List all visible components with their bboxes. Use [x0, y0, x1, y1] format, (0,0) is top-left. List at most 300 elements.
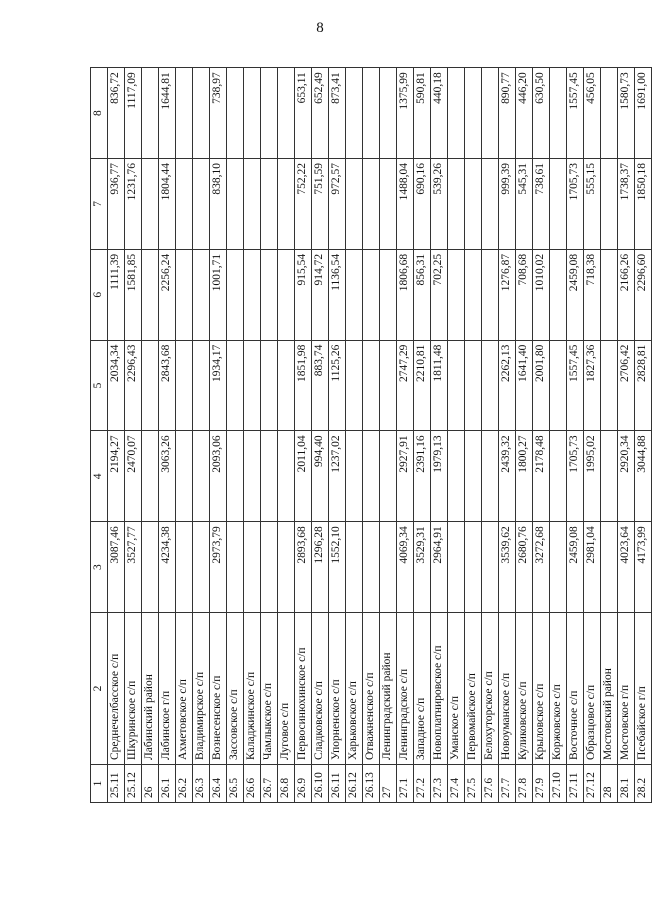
- value-cell: [227, 249, 244, 340]
- row-code: 27: [380, 765, 397, 803]
- table-row: [567, 68, 584, 803]
- value-cell: 1117,09: [125, 68, 142, 159]
- value-cell: 1979,13: [431, 431, 448, 522]
- value-cell: [601, 159, 618, 250]
- value-cell: 1691,00: [635, 68, 652, 159]
- table-row: [448, 68, 465, 803]
- value-cell: [261, 522, 278, 613]
- value-cell: 1705,73: [567, 431, 584, 522]
- value-cell: [346, 249, 363, 340]
- row-name: Харьковское с/п: [346, 613, 363, 765]
- value-cell: 2166,26: [618, 249, 635, 340]
- value-cell: 1375,99: [397, 68, 414, 159]
- value-cell: 1136,54: [329, 249, 346, 340]
- table-row: [516, 68, 533, 803]
- value-cell: [550, 68, 567, 159]
- value-cell: 2194,27: [108, 431, 125, 522]
- table-row: [278, 68, 295, 803]
- value-cell: [601, 68, 618, 159]
- value-cell: 1827,36: [584, 340, 601, 431]
- value-cell: 1850,18: [635, 159, 652, 250]
- value-cell: [278, 249, 295, 340]
- value-cell: 1705,73: [567, 159, 584, 250]
- table-row: [550, 68, 567, 803]
- value-cell: 2927,91: [397, 431, 414, 522]
- value-cell: 3044,88: [635, 431, 652, 522]
- value-cell: 1811,48: [431, 340, 448, 431]
- value-cell: [176, 159, 193, 250]
- value-cell: 738,61: [533, 159, 550, 250]
- table-row: [329, 68, 346, 803]
- row-name: Владимирское с/п: [193, 613, 210, 765]
- value-cell: [244, 68, 261, 159]
- value-cell: 994,40: [312, 431, 329, 522]
- row-code: 26.12: [346, 765, 363, 803]
- value-cell: [227, 431, 244, 522]
- value-cell: [380, 159, 397, 250]
- value-cell: 2210,81: [414, 340, 431, 431]
- value-cell: [465, 249, 482, 340]
- value-cell: [278, 340, 295, 431]
- value-cell: 972,57: [329, 159, 346, 250]
- row-name: Мостовское г/п: [618, 613, 635, 765]
- value-cell: [278, 522, 295, 613]
- value-cell: 1231,76: [125, 159, 142, 250]
- value-cell: 2981,04: [584, 522, 601, 613]
- value-cell: 3539,62: [499, 522, 516, 613]
- value-cell: [550, 159, 567, 250]
- row-code: 25.11: [108, 765, 125, 803]
- value-cell: 2001,80: [533, 340, 550, 431]
- row-code: 27.8: [516, 765, 533, 803]
- table-row: [261, 68, 278, 803]
- row-code: 28.1: [618, 765, 635, 803]
- row-code: 27.11: [567, 765, 584, 803]
- row-name: Восточное с/п: [567, 613, 584, 765]
- row-name: Образцовое с/п: [584, 613, 601, 765]
- value-cell: [244, 522, 261, 613]
- value-cell: 856,31: [414, 249, 431, 340]
- row-name: Крыловское с/п: [533, 613, 550, 765]
- value-cell: 751,59: [312, 159, 329, 250]
- value-cell: 2459,08: [567, 522, 584, 613]
- value-cell: 690,16: [414, 159, 431, 250]
- value-cell: 915,54: [295, 249, 312, 340]
- value-cell: [448, 249, 465, 340]
- value-cell: [482, 68, 499, 159]
- value-cell: [261, 159, 278, 250]
- row-code: 26.5: [227, 765, 244, 803]
- value-cell: 2093,06: [210, 431, 227, 522]
- row-name: Белохуторское с/п: [482, 613, 499, 765]
- row-name: Ленинградское с/п: [397, 613, 414, 765]
- table-row: [312, 68, 329, 803]
- value-cell: 1488,04: [397, 159, 414, 250]
- value-cell: 3527,77: [125, 522, 142, 613]
- value-cell: 652,49: [312, 68, 329, 159]
- row-name: Упорненское с/п: [329, 613, 346, 765]
- value-cell: [465, 431, 482, 522]
- row-code: 26.2: [176, 765, 193, 803]
- value-cell: 2973,79: [210, 522, 227, 613]
- row-code: 25.12: [125, 765, 142, 803]
- value-cell: [363, 68, 380, 159]
- row-code: 26.10: [312, 765, 329, 803]
- table-row: [176, 68, 193, 803]
- value-cell: [465, 522, 482, 613]
- value-cell: 1237,02: [329, 431, 346, 522]
- table-row: [125, 68, 142, 803]
- value-cell: 1581,85: [125, 249, 142, 340]
- value-cell: 2262,13: [499, 340, 516, 431]
- table-row: [635, 68, 652, 803]
- value-cell: [482, 159, 499, 250]
- value-cell: [363, 431, 380, 522]
- value-cell: [142, 522, 159, 613]
- table-row: [601, 68, 618, 803]
- value-cell: [482, 522, 499, 613]
- value-cell: [465, 68, 482, 159]
- value-cell: [193, 340, 210, 431]
- row-code: 26.11: [329, 765, 346, 803]
- table-row: [533, 68, 550, 803]
- value-cell: 1738,37: [618, 159, 635, 250]
- value-cell: 738,97: [210, 68, 227, 159]
- row-code: 27.2: [414, 765, 431, 803]
- table-row: [431, 68, 448, 803]
- value-cell: 1296,28: [312, 522, 329, 613]
- value-cell: 545,31: [516, 159, 533, 250]
- header-cell-5: 5: [91, 340, 108, 431]
- value-cell: [176, 249, 193, 340]
- value-cell: [482, 431, 499, 522]
- value-cell: 4173,99: [635, 522, 652, 613]
- row-code: 27.9: [533, 765, 550, 803]
- value-cell: 2391,16: [414, 431, 431, 522]
- row-code: 27.6: [482, 765, 499, 803]
- value-cell: 1557,45: [567, 340, 584, 431]
- value-cell: [550, 431, 567, 522]
- value-cell: 2843,68: [159, 340, 176, 431]
- row-name: Отважненское с/п: [363, 613, 380, 765]
- value-cell: 2747,29: [397, 340, 414, 431]
- row-code: 27.5: [465, 765, 482, 803]
- value-cell: [363, 522, 380, 613]
- value-cell: 456,05: [584, 68, 601, 159]
- value-cell: 2011,04: [295, 431, 312, 522]
- value-cell: [363, 159, 380, 250]
- value-cell: 836,72: [108, 68, 125, 159]
- value-cell: 1001,71: [210, 249, 227, 340]
- row-name: Чамлыкское с/п: [261, 613, 278, 765]
- rotated-table-container: [90, 68, 649, 803]
- table-row: [142, 68, 159, 803]
- value-cell: 1111,39: [108, 249, 125, 340]
- row-name: Куликовское с/п: [516, 613, 533, 765]
- value-cell: [193, 431, 210, 522]
- value-cell: [193, 68, 210, 159]
- row-name: Ленинградский район: [380, 613, 397, 765]
- value-cell: [142, 340, 159, 431]
- table-row: [210, 68, 227, 803]
- value-cell: 914,72: [312, 249, 329, 340]
- value-cell: 2296,43: [125, 340, 142, 431]
- value-cell: 1557,45: [567, 68, 584, 159]
- value-cell: 1276,87: [499, 249, 516, 340]
- header-cell-2: 2: [91, 613, 108, 765]
- row-name: Зассовское с/п: [227, 613, 244, 765]
- value-cell: [244, 431, 261, 522]
- row-code: 26.3: [193, 765, 210, 803]
- value-cell: [346, 522, 363, 613]
- value-cell: [261, 249, 278, 340]
- row-code: 26.8: [278, 765, 295, 803]
- value-cell: [465, 340, 482, 431]
- value-cell: [261, 340, 278, 431]
- value-cell: 1934,17: [210, 340, 227, 431]
- value-cell: 2964,91: [431, 522, 448, 613]
- value-cell: 2920,34: [618, 431, 635, 522]
- table-row: [193, 68, 210, 803]
- value-cell: [176, 522, 193, 613]
- value-cell: 4069,34: [397, 522, 414, 613]
- value-cell: [278, 431, 295, 522]
- table-row: [363, 68, 380, 803]
- value-cell: [346, 431, 363, 522]
- row-code: 26.4: [210, 765, 227, 803]
- row-code: 27.1: [397, 765, 414, 803]
- value-cell: [227, 68, 244, 159]
- value-cell: [601, 249, 618, 340]
- value-cell: [601, 431, 618, 522]
- value-cell: [346, 159, 363, 250]
- table-row: [159, 68, 176, 803]
- value-cell: 718,38: [584, 249, 601, 340]
- value-cell: [227, 159, 244, 250]
- row-name: Шкуринское с/п: [125, 613, 142, 765]
- value-cell: 1010,02: [533, 249, 550, 340]
- row-code: 26: [142, 765, 159, 803]
- value-cell: [380, 249, 397, 340]
- row-name: Среднечелбасское с/п: [108, 613, 125, 765]
- value-cell: [380, 340, 397, 431]
- row-name: Первосинюхинское с/п: [295, 613, 312, 765]
- value-cell: [363, 249, 380, 340]
- row-code: 26.9: [295, 765, 312, 803]
- value-cell: 1995,02: [584, 431, 601, 522]
- value-cell: 2256,24: [159, 249, 176, 340]
- value-cell: [142, 159, 159, 250]
- value-cell: [448, 159, 465, 250]
- value-cell: 708,68: [516, 249, 533, 340]
- value-cell: 2296,60: [635, 249, 652, 340]
- header-cell-3: 3: [91, 522, 108, 613]
- value-cell: 1644,81: [159, 68, 176, 159]
- value-cell: 2034,34: [108, 340, 125, 431]
- row-code: 28: [601, 765, 618, 803]
- row-name: Лабинский район: [142, 613, 159, 765]
- table-row: [227, 68, 244, 803]
- value-cell: [142, 249, 159, 340]
- value-cell: 2439,32: [499, 431, 516, 522]
- value-cell: [261, 68, 278, 159]
- row-code: 27.4: [448, 765, 465, 803]
- header-cell-7: 7: [91, 159, 108, 250]
- value-cell: 555,15: [584, 159, 601, 250]
- value-cell: [448, 431, 465, 522]
- value-cell: [550, 340, 567, 431]
- row-code: 27.10: [550, 765, 567, 803]
- row-name: Мостовский район: [601, 613, 618, 765]
- row-name: Вознесенское с/п: [210, 613, 227, 765]
- table-row: [346, 68, 363, 803]
- value-cell: 1641,40: [516, 340, 533, 431]
- value-cell: [448, 340, 465, 431]
- value-cell: 936,77: [108, 159, 125, 250]
- row-code: 26.1: [159, 765, 176, 803]
- value-cell: [346, 68, 363, 159]
- row-name: Лабинское г/п: [159, 613, 176, 765]
- value-cell: 890,77: [499, 68, 516, 159]
- value-cell: [363, 340, 380, 431]
- table-row: [499, 68, 516, 803]
- row-name: Новоуманское с/п: [499, 613, 516, 765]
- value-cell: 1125,26: [329, 340, 346, 431]
- value-cell: 3087,46: [108, 522, 125, 613]
- value-cell: 1851,98: [295, 340, 312, 431]
- row-name: Коржовское с/п: [550, 613, 567, 765]
- page-number: 8: [316, 20, 324, 36]
- row-name: Сладковское с/п: [312, 613, 329, 765]
- value-cell: 1806,68: [397, 249, 414, 340]
- table-row: [584, 68, 601, 803]
- table-row: [397, 68, 414, 803]
- value-cell: [244, 340, 261, 431]
- value-cell: [193, 159, 210, 250]
- value-cell: 2459,08: [567, 249, 584, 340]
- row-name: Западное с/п: [414, 613, 431, 765]
- value-cell: [244, 159, 261, 250]
- value-cell: [176, 431, 193, 522]
- value-cell: 539,26: [431, 159, 448, 250]
- table-row: [108, 68, 125, 803]
- value-cell: [550, 522, 567, 613]
- table-row: [244, 68, 261, 803]
- row-name: Уманское с/п: [448, 613, 465, 765]
- value-cell: 3529,31: [414, 522, 431, 613]
- header-cell-8: 8: [91, 68, 108, 159]
- value-cell: [465, 159, 482, 250]
- row-code: 26.13: [363, 765, 380, 803]
- table-row: [465, 68, 482, 803]
- value-cell: 873,41: [329, 68, 346, 159]
- value-cell: [142, 431, 159, 522]
- value-cell: [176, 340, 193, 431]
- row-name: Каладжинское с/п: [244, 613, 261, 765]
- value-cell: [482, 249, 499, 340]
- value-cell: 1800,27: [516, 431, 533, 522]
- value-cell: 752,22: [295, 159, 312, 250]
- value-cell: 702,25: [431, 249, 448, 340]
- value-cell: 883,74: [312, 340, 329, 431]
- value-cell: 4234,38: [159, 522, 176, 613]
- value-cell: [448, 68, 465, 159]
- value-cell: 446,20: [516, 68, 533, 159]
- value-cell: 838,10: [210, 159, 227, 250]
- value-cell: [601, 340, 618, 431]
- table-row: [380, 68, 397, 803]
- row-name: Первомайское с/п: [465, 613, 482, 765]
- value-cell: [193, 522, 210, 613]
- value-cell: [278, 159, 295, 250]
- header-row: [91, 68, 108, 803]
- table-row: [414, 68, 431, 803]
- value-cell: [193, 249, 210, 340]
- value-cell: 2680,76: [516, 522, 533, 613]
- table-row: [482, 68, 499, 803]
- value-cell: [142, 68, 159, 159]
- value-cell: [601, 522, 618, 613]
- value-cell: 2178,48: [533, 431, 550, 522]
- value-cell: [380, 522, 397, 613]
- value-cell: [176, 68, 193, 159]
- row-code: 27.3: [431, 765, 448, 803]
- row-code: 28.2: [635, 765, 652, 803]
- value-cell: [278, 68, 295, 159]
- row-name: Новоплатнировское с/п: [431, 613, 448, 765]
- value-cell: 630,50: [533, 68, 550, 159]
- header-cell-6: 6: [91, 249, 108, 340]
- value-cell: [227, 522, 244, 613]
- value-cell: 2706,42: [618, 340, 635, 431]
- value-cell: [482, 340, 499, 431]
- table-row: [618, 68, 635, 803]
- row-code: 27.12: [584, 765, 601, 803]
- value-cell: [448, 522, 465, 613]
- value-cell: [550, 249, 567, 340]
- value-cell: 440,18: [431, 68, 448, 159]
- row-code: 27.7: [499, 765, 516, 803]
- row-code: 26.7: [261, 765, 278, 803]
- value-cell: [380, 431, 397, 522]
- value-cell: [346, 340, 363, 431]
- value-cell: 590,81: [414, 68, 431, 159]
- value-cell: 3063,26: [159, 431, 176, 522]
- value-cell: 2828,81: [635, 340, 652, 431]
- value-cell: 3272,68: [533, 522, 550, 613]
- header-cell-1: 1: [91, 765, 108, 803]
- table-row: [295, 68, 312, 803]
- value-cell: 653,11: [295, 68, 312, 159]
- row-name: Псебайское г/п: [635, 613, 652, 765]
- value-cell: [380, 68, 397, 159]
- value-cell: [261, 431, 278, 522]
- value-cell: 1804,44: [159, 159, 176, 250]
- value-cell: 2470,07: [125, 431, 142, 522]
- value-cell: 4023,64: [618, 522, 635, 613]
- header-cell-4: 4: [91, 431, 108, 522]
- tariff-table: [90, 67, 652, 803]
- row-name: Ахметовское с/п: [176, 613, 193, 765]
- value-cell: 999,39: [499, 159, 516, 250]
- row-name: Луговое с/п: [278, 613, 295, 765]
- value-cell: 1580,73: [618, 68, 635, 159]
- value-cell: 1552,10: [329, 522, 346, 613]
- value-cell: [227, 340, 244, 431]
- value-cell: 2893,68: [295, 522, 312, 613]
- table-body: [108, 68, 652, 803]
- value-cell: [244, 249, 261, 340]
